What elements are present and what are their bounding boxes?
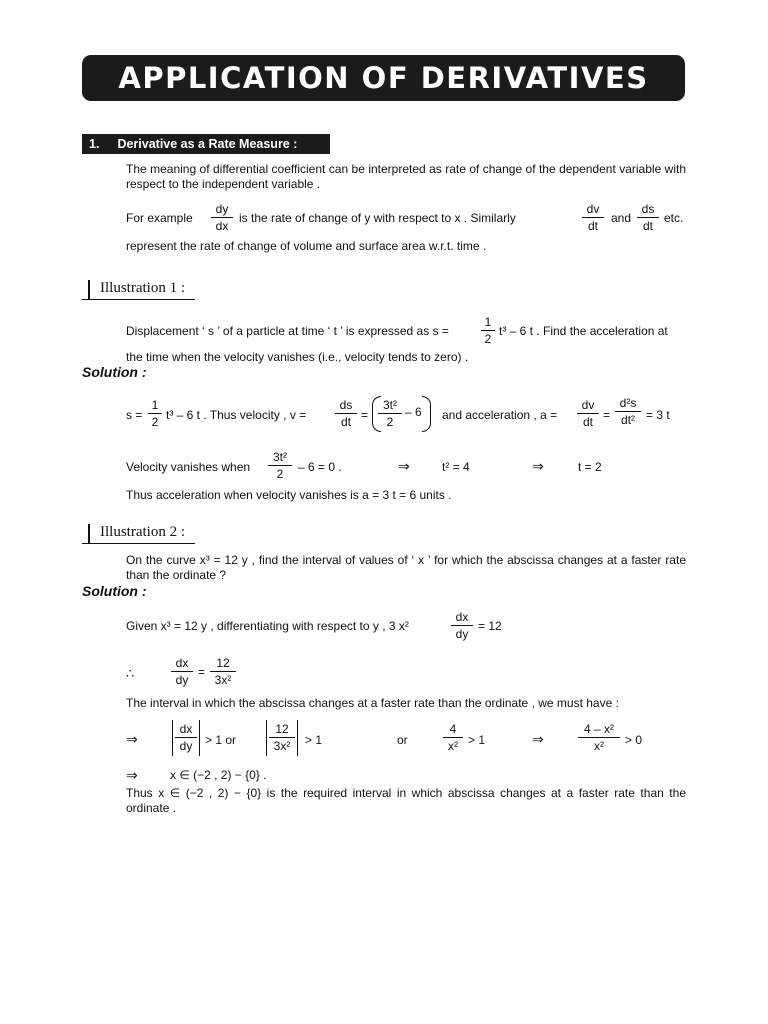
illustration-marker bbox=[88, 524, 90, 544]
abs-bar-right bbox=[199, 720, 200, 756]
gt-one: > 1 bbox=[305, 733, 323, 747]
solution-label: Solution : bbox=[82, 583, 147, 599]
abs-bar-right bbox=[297, 720, 298, 756]
illustration-2-problem: On the curve x³ = 12 y , find the interval of values of ‘ x ’ for which the abscissa changes at a faster rate than the ordinate ? bbox=[126, 553, 686, 582]
frac-num: 1 bbox=[148, 398, 162, 414]
equals-12: = 12 bbox=[478, 619, 502, 633]
frac-den: 3x² bbox=[273, 739, 291, 753]
frac-num: 1 bbox=[481, 315, 495, 331]
etc-text: etc. bbox=[664, 211, 684, 225]
frac-den: dt² bbox=[620, 413, 635, 427]
frac-num: 4 – x² bbox=[578, 722, 620, 738]
or-text: or bbox=[397, 733, 408, 747]
equals: = bbox=[198, 665, 206, 679]
equals-3t: = 3 t bbox=[646, 408, 670, 422]
therefore-symbol: ∴ bbox=[126, 666, 135, 681]
fraction-half bbox=[148, 398, 162, 429]
frac-num: dx bbox=[451, 610, 473, 626]
and-text: and bbox=[611, 211, 632, 225]
frac-num: ds bbox=[335, 398, 357, 414]
given-text: Given x³ = 12 y , differentiating with respect to y , 3 x² bbox=[126, 619, 409, 633]
fraction-dx-dy bbox=[175, 722, 197, 753]
gt-one: > 1 bbox=[468, 733, 486, 747]
illustration-1-label: Illustration 1 : bbox=[100, 280, 185, 296]
frac-num: 12 bbox=[269, 722, 295, 738]
velocity-vanishes: Velocity vanishes when bbox=[126, 460, 251, 474]
sol-t3: t³ – 6 t . Thus velocity , v = bbox=[166, 408, 307, 422]
t-eq: t = 2 bbox=[578, 460, 602, 474]
frac-den: x² bbox=[594, 739, 604, 753]
implies-arrow: ⇒ bbox=[126, 731, 138, 747]
illustration-1-problem-a: Displacement ‘ s ’ of a particle at time ‘ t ’ is expressed as s = bbox=[126, 324, 449, 338]
fraction-3t2-over-2 bbox=[378, 398, 402, 429]
fraction-ds-dt bbox=[637, 202, 659, 233]
frac-num: dv bbox=[582, 202, 604, 218]
solution-label: Solution : bbox=[82, 364, 147, 380]
frac-den: 3x² bbox=[214, 673, 232, 687]
t-squared-eq: t² = 4 bbox=[442, 460, 470, 474]
abs-bar-left bbox=[266, 720, 267, 756]
example-end: represent the rate of change of volume and surface area w.r.t. time . bbox=[126, 239, 487, 253]
section1-paragraph: The meaning of differential coefficient can be interpreted as rate of change of the dependent variable with respect to the independent variable . bbox=[126, 162, 686, 191]
velocity-vanishes-eq: – 6 = 0 . bbox=[298, 460, 342, 474]
illustration-1-problem-c: the time when the velocity vanishes (i.e., velocity tends to zero) . bbox=[126, 350, 469, 364]
frac-den: dt bbox=[582, 415, 593, 429]
section-heading-text: Derivative as a Rate Measure : bbox=[117, 137, 298, 151]
fraction-12-3x2 bbox=[269, 722, 295, 753]
frac-den: dy bbox=[179, 739, 193, 753]
illustration-2-label: Illustration 2 : bbox=[100, 524, 185, 540]
illustration-1-problem-b: t³ – 6 t . Find the acceleration at bbox=[499, 324, 668, 338]
fraction-3t2-over-2 bbox=[268, 450, 292, 481]
frac-den: 2 bbox=[151, 415, 159, 429]
fraction-4-minus-x2 bbox=[578, 722, 620, 753]
frac-num: d²s bbox=[615, 396, 641, 412]
fraction-dx-dy bbox=[171, 656, 193, 687]
implies-arrow: ⇒ bbox=[532, 458, 544, 474]
fraction-4-x2 bbox=[443, 722, 463, 753]
result-interval: x ∈ (−2 , 2) − {0} . bbox=[170, 768, 267, 782]
right-paren bbox=[422, 396, 431, 432]
gt-zero: > 0 bbox=[625, 733, 643, 747]
fraction-dv-dt bbox=[582, 202, 604, 233]
frac-num: ds bbox=[637, 202, 659, 218]
illustration-1-conclusion: Thus acceleration when velocity vanishes is a = 3 t = 6 units . bbox=[126, 488, 452, 502]
frac-den: dy bbox=[175, 673, 189, 687]
frac-num: dv bbox=[577, 398, 599, 414]
fraction-12-3x2 bbox=[210, 656, 236, 687]
minus-six: – 6 bbox=[405, 405, 422, 419]
gt-one-or: > 1 or bbox=[205, 733, 237, 747]
implies-arrow: ⇒ bbox=[398, 458, 410, 474]
frac-num: 12 bbox=[210, 656, 236, 672]
fraction-dy-dx bbox=[211, 202, 233, 233]
frac-num: dx bbox=[171, 656, 193, 672]
fraction-dv-dt bbox=[577, 398, 599, 429]
frac-den: 2 bbox=[276, 467, 284, 481]
fraction-dx-dy bbox=[451, 610, 473, 641]
frac-den: dt bbox=[587, 219, 598, 233]
frac-den: x² bbox=[448, 739, 458, 753]
frac-num: dx bbox=[175, 722, 197, 738]
frac-den: dt bbox=[340, 415, 351, 429]
fraction-ds-dt bbox=[335, 398, 357, 429]
frac-den: dt bbox=[642, 219, 653, 233]
section-number: 1. bbox=[89, 137, 100, 151]
abs-bar-left bbox=[172, 720, 173, 756]
frac-den: 2 bbox=[484, 332, 492, 346]
frac-num: 3t² bbox=[378, 398, 402, 414]
frac-num: dy bbox=[211, 202, 233, 218]
illustration-marker bbox=[88, 280, 90, 300]
equals: = bbox=[361, 408, 369, 422]
frac-den: dx bbox=[215, 219, 229, 233]
example-mid: is the rate of change of y with respect to x . Similarly bbox=[239, 211, 516, 225]
example-prefix: For example bbox=[126, 211, 193, 225]
illustration-rule bbox=[82, 543, 195, 544]
fraction-d2s-dt2 bbox=[615, 396, 641, 427]
implies-arrow: ⇒ bbox=[126, 767, 138, 783]
frac-num: 3t² bbox=[268, 450, 292, 466]
equals: = bbox=[603, 408, 611, 422]
final-statement: Thus x ∈ (−2 , 2) − {0} is the required interval in which abscissa changes at a faster rate than the ordinate . bbox=[126, 786, 686, 815]
section-heading bbox=[82, 134, 330, 154]
frac-num: 4 bbox=[443, 722, 463, 738]
sol-acceleration: and acceleration , a = bbox=[442, 408, 558, 422]
page-title: APPLICATION OF DERIVATIVES bbox=[82, 55, 685, 101]
illustration-rule bbox=[82, 299, 195, 300]
implies-arrow: ⇒ bbox=[532, 731, 544, 747]
fraction-half bbox=[481, 315, 495, 346]
sol-s: s = bbox=[126, 408, 143, 422]
frac-den: dy bbox=[455, 627, 469, 641]
frac-den: 2 bbox=[386, 415, 394, 429]
interval-text: The interval in which the abscissa changes at a faster rate than the ordinate , we must have : bbox=[126, 696, 619, 710]
